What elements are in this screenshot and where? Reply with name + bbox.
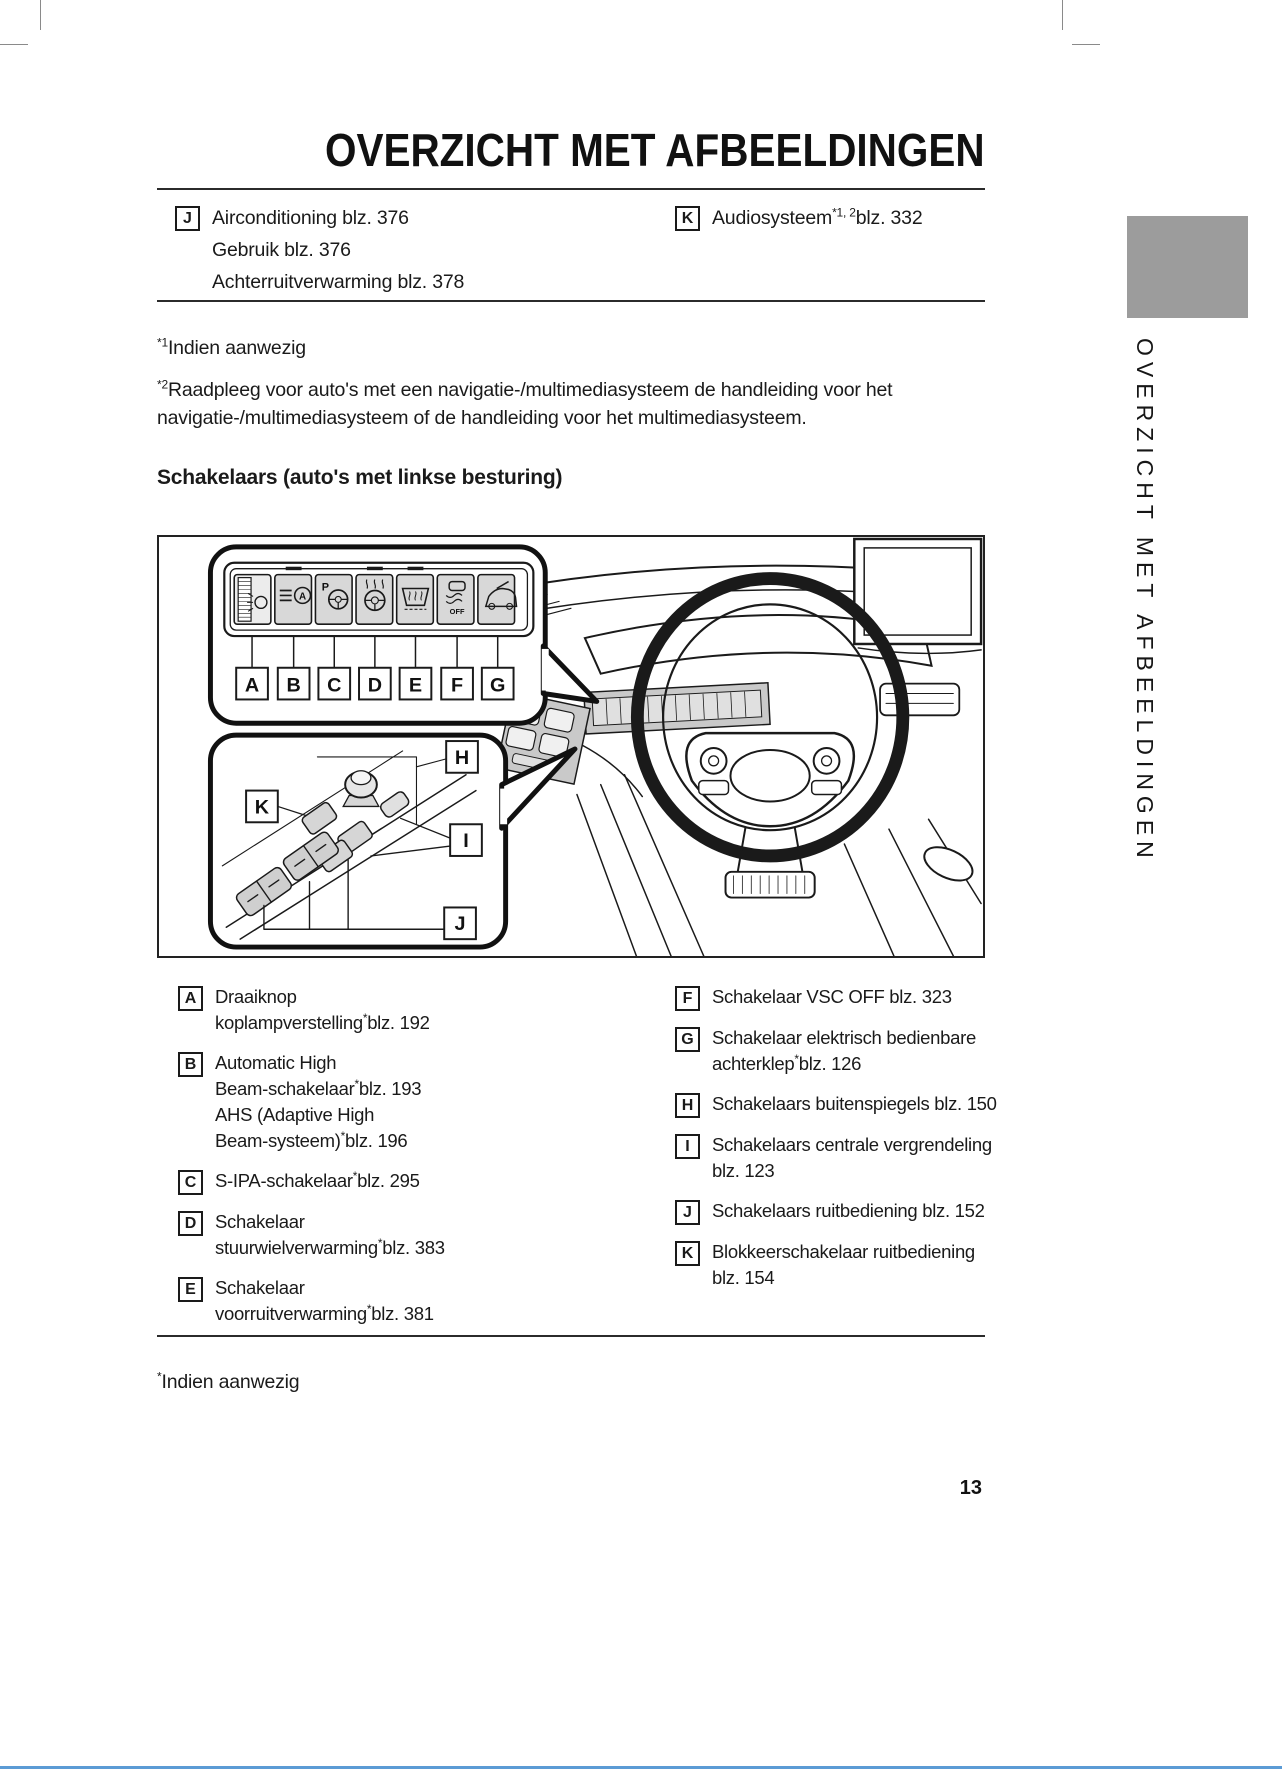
legend-item-K bbox=[675, 1239, 995, 1291]
callout-letter-box-E: E bbox=[178, 1277, 203, 1302]
callout-letter-box-F: F bbox=[675, 986, 700, 1011]
callout-letter-d: D bbox=[367, 674, 383, 697]
legend-line: blz. 123 bbox=[712, 1160, 775, 1181]
legend-right-column bbox=[675, 984, 995, 1305]
callout-letter-c: C bbox=[327, 674, 342, 697]
inset-pointer bbox=[543, 646, 596, 701]
callout-letter-box-A: A bbox=[178, 986, 203, 1011]
callout-letter-box-I: I bbox=[675, 1134, 700, 1159]
legend-line: S-IPA-schakelaar*blz. 295 bbox=[215, 1168, 420, 1191]
legend-item-G bbox=[675, 1025, 995, 1077]
footnote-marker: * bbox=[352, 1168, 358, 1183]
callout-letter-g: G bbox=[489, 674, 506, 697]
callout-letter-k: K bbox=[254, 796, 270, 819]
divider bbox=[157, 300, 985, 302]
crop-mark bbox=[0, 44, 28, 45]
callout-letter-j: J bbox=[454, 913, 466, 936]
legend-item-text bbox=[215, 1209, 445, 1261]
footnote-bottom: *Indien aanwezig bbox=[157, 1369, 300, 1393]
legend-item-text bbox=[712, 1091, 995, 1118]
footnote-marker: * bbox=[794, 1051, 799, 1066]
legend-line: Blokkeerschakelaar ruitbediening bbox=[712, 1241, 975, 1262]
legend-item-J bbox=[175, 202, 605, 298]
legend-item-text bbox=[215, 984, 430, 1036]
legend-line: Schakelaars centrale vergrendeling bbox=[712, 1134, 992, 1155]
legend-item-D bbox=[178, 1209, 618, 1261]
legend-line: koplampverstelling*blz. 192 bbox=[215, 1010, 430, 1033]
legend-left-column bbox=[178, 984, 618, 1341]
legend-item-text bbox=[215, 1050, 421, 1154]
legend-line: Beam-schakelaar*blz. 193 bbox=[215, 1076, 422, 1099]
page-number: 13 bbox=[959, 1477, 982, 1499]
footnote-marker: *1, 2 bbox=[832, 205, 856, 220]
legend-line: Gebruik blz. 376 bbox=[212, 239, 351, 261]
legend-item-text bbox=[712, 1198, 985, 1225]
legend-item-text bbox=[212, 202, 464, 298]
legend-line: Schakelaars buitenspiegels blz. 150 bbox=[712, 1093, 997, 1114]
legend-line: Achterruitverwarming blz. 378 bbox=[212, 271, 465, 293]
legend-item-K bbox=[675, 202, 995, 234]
legend-item-text bbox=[712, 984, 952, 1011]
chapter-sidebar-label: OVERZICHT MET AFBEELDINGEN bbox=[1132, 338, 1158, 864]
legend-line: Airconditioning blz. 376 bbox=[212, 207, 409, 229]
legend-line: achterklep*blz. 126 bbox=[712, 1051, 862, 1074]
footnote-marker: *2 bbox=[157, 377, 168, 392]
legend-item-A bbox=[178, 984, 618, 1036]
legend-line: Schakelaar bbox=[215, 1277, 305, 1298]
callout-letter-box-H: H bbox=[675, 1093, 700, 1118]
dashboard-figure bbox=[157, 535, 985, 958]
footnote-marker: * bbox=[157, 1369, 162, 1384]
legend-line: blz. 154 bbox=[712, 1267, 775, 1288]
callout-letter-box-J: J bbox=[675, 1200, 700, 1225]
section-heading: Schakelaars (auto's met linkse besturing) bbox=[157, 466, 563, 489]
legend-line: Automatic High bbox=[215, 1052, 337, 1073]
dash-switch-strip-highlight bbox=[584, 683, 770, 734]
legend-item-H bbox=[675, 1091, 995, 1118]
legend-line: Draaiknop bbox=[215, 986, 297, 1007]
callout-letter-box-D: D bbox=[178, 1211, 203, 1236]
footnote-marker: * bbox=[377, 1235, 383, 1250]
footnote-marker: *1 bbox=[157, 335, 168, 350]
callout-letter-box-C: C bbox=[178, 1170, 203, 1195]
vsc-off-label: OFF bbox=[449, 607, 465, 617]
callout-letter-box-J: J bbox=[175, 206, 200, 231]
legend-item-text bbox=[712, 1239, 975, 1291]
legend-line: Audiosysteem$^{*1, 2}$blz. 332 bbox=[712, 205, 923, 229]
callout-letter-box-K: K bbox=[675, 1241, 700, 1266]
legend-item-text bbox=[215, 1168, 420, 1195]
callout-letter-e: E bbox=[408, 674, 423, 697]
legend-line: voorruitverwarming*blz. 381 bbox=[215, 1301, 434, 1324]
page-edge-line bbox=[0, 1766, 1282, 1769]
legend-item-I bbox=[675, 1132, 995, 1184]
footnote-marker: * bbox=[340, 1128, 346, 1143]
callout-letter-box-G: G bbox=[675, 1027, 700, 1052]
ahb-a-label: A bbox=[298, 591, 307, 603]
legend-line: AHS (Adaptive High bbox=[215, 1104, 375, 1125]
crop-mark bbox=[1072, 44, 1100, 45]
legend-item-F bbox=[675, 984, 995, 1011]
legend-item-text bbox=[712, 1132, 992, 1184]
callout-letter-h: H bbox=[454, 746, 470, 769]
legend-line: stuurwielverwarming*blz. 383 bbox=[215, 1235, 445, 1258]
legend-line: Beam-systeem)*blz. 196 bbox=[215, 1128, 408, 1151]
footnote-1: $^{*1}$Indien aanwezig bbox=[157, 335, 306, 359]
legend-line: Schakelaar elektrisch bedienbare bbox=[712, 1027, 976, 1048]
legend-line: Schakelaar VSC OFF blz. 323 bbox=[712, 986, 952, 1007]
legend-line: Schakelaars ruitbediening blz. 152 bbox=[712, 1200, 985, 1221]
dashboard-illustration bbox=[159, 537, 983, 956]
crop-mark bbox=[40, 0, 41, 30]
callout-letter-f: F bbox=[451, 674, 464, 697]
chapter-tab-square bbox=[1127, 216, 1248, 318]
divider bbox=[157, 1335, 985, 1337]
footnote-marker: * bbox=[366, 1301, 372, 1316]
legend-item-B bbox=[178, 1050, 618, 1154]
callout-letter-b: B bbox=[286, 674, 301, 697]
mirror-control-knob bbox=[343, 771, 379, 807]
top-list-right bbox=[675, 202, 995, 248]
sipa-p-label: P bbox=[321, 581, 329, 594]
callout-letter-a: A bbox=[244, 674, 260, 697]
callout-letter-i: I bbox=[463, 830, 469, 853]
switch-panel-inset bbox=[210, 547, 596, 723]
footnote-2: $^{*2}$Raadpleeg voor auto's met een navigatie-/multimediasysteem de handleiding voor het navigatie-/multimediasysteem of de handleiding voor het multimediasysteem. bbox=[157, 376, 989, 432]
footnote-line: navigatie-/multimediasysteem of de handleiding voor het multimediasysteem. bbox=[157, 407, 807, 429]
top-list-left bbox=[175, 202, 605, 312]
callout-letter-box-K: K bbox=[675, 206, 700, 231]
legend-item-text bbox=[215, 1275, 434, 1327]
page-title: OVERZICHT MET AFBEELDINGEN bbox=[325, 123, 985, 176]
legend-item-C bbox=[178, 1168, 618, 1195]
callout-letter-box-B: B bbox=[178, 1052, 203, 1077]
divider bbox=[157, 188, 985, 190]
crop-mark bbox=[1062, 0, 1063, 30]
legend-item-text bbox=[712, 1025, 976, 1077]
legend-item-J bbox=[675, 1198, 995, 1225]
shift-lever bbox=[919, 840, 977, 887]
legend-item-E bbox=[178, 1275, 618, 1327]
legend-item-text bbox=[712, 202, 922, 234]
power-tailgate-button bbox=[478, 575, 515, 625]
legend-line: Schakelaar bbox=[215, 1211, 305, 1232]
footnote-marker: * bbox=[354, 1076, 359, 1091]
footnote-marker: * bbox=[362, 1010, 368, 1025]
